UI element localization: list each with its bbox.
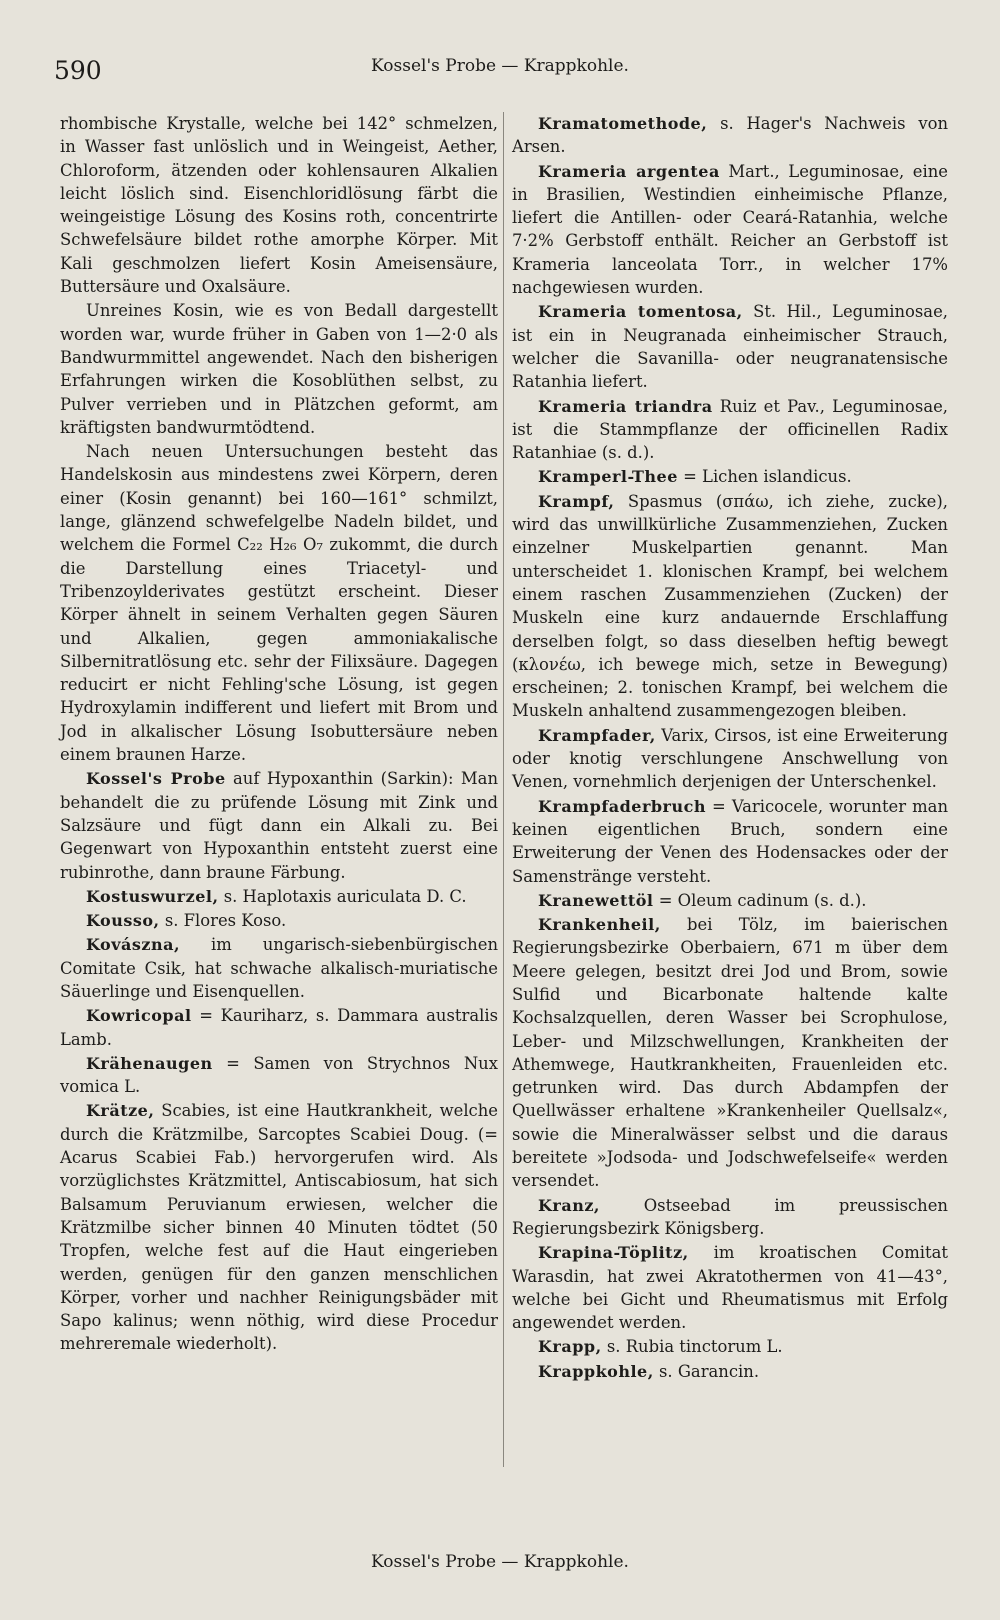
entry-text: Unreines Kosin, wie es von Bedall dargestellt worden war, wurde früher in Gaben von 1—2·0 als Bandwurmmittel angewendet. Nach den bisherigen Erfahrungen wirken die Kosoblüthen selbst, zu Pulver verrieben und in Plätzchen geformt, am kräftigsten bandwurmtödtend. xyxy=(60,301,498,437)
right-column xyxy=(512,112,948,1384)
entry-headword: Kovászna, xyxy=(86,935,181,955)
entry-text: im kroatischen Comitat Warasdin, hat zwei Akratothermen von 41—43°, welche bei Gicht und Rheumatismus mit Erfolg angewendet werden. xyxy=(512,1243,948,1333)
dictionary-entry xyxy=(60,1099,498,1355)
entry-text: bei Tölz, im baierischen Regierungsbezirke Oberbaiern, 671 m über dem Meere gelegen, besitzt drei Jod und Brom, sowie Sulfid und Bicarbonate haltende kalte Kochsalzquellen, deren Wasser bei Scrophulose, Leber- und Milzschwellungen, Krankheiten der Athemwege, Hautkrankheiten, Frauenleiden etc. getrunken wird. Das durch Abdampfen der Quellwässer erhaltene »Krankenheiler Quellsalz«, sowie die Mineralwässer selbst und die daraus bereitete »Jodsoda- und Jodschwefelseife« werden versendet. xyxy=(512,915,948,1191)
entry-headword: Krapina-Töplitz, xyxy=(538,1243,689,1263)
dictionary-entry xyxy=(60,440,498,766)
dictionary-entry xyxy=(512,1241,948,1334)
entry-text: s. Garancin. xyxy=(653,1361,760,1381)
entry-headword: Kramatomethode, xyxy=(538,114,708,133)
dictionary-entry xyxy=(512,724,948,794)
entry-text: = Varicocele, worunter man keinen eigentlichen Bruch, sondern eine Erweiterung der Venen des Hodensackes oder der Samenstränge versteht. xyxy=(512,796,948,886)
entry-headword: Kramperl-Thee xyxy=(538,467,678,487)
entry-headword: Krampfaderbruch xyxy=(538,796,706,816)
column-divider xyxy=(503,112,504,1467)
entry-text: rhombische Krystalle, welche bei 142° schmelzen, in Wasser fast unlöslich und in Weingeist, Aether, Chloroform, ätzenden oder kohlensauren Alkalien leicht löslich sind. Eisenchloridlösung färbt die weingeistige Lösung des Kosins roth, concentrirte Schwefelsäure bildet rothe amorphe Körper. Mit Kali geschmolzen liefert Kosin Ameisensäure, Buttersäure und Oxalsäure. xyxy=(60,114,498,297)
entry-text: = Kauriharz, s. Dammara australis Lamb. xyxy=(60,1006,498,1049)
entry-text: s. Flores Koso. xyxy=(159,911,287,931)
entry-headword: Kranz, xyxy=(538,1195,600,1215)
dictionary-entry xyxy=(512,160,948,300)
entry-headword: Kossel's Probe xyxy=(86,769,226,789)
dictionary-entry xyxy=(512,395,948,465)
entry-headword: Kostuswurzel, xyxy=(86,886,219,906)
entry-headword: Krapp, xyxy=(538,1337,602,1357)
footer-title: Kossel's Probe — Krappkohle. xyxy=(371,1552,629,1572)
dictionary-entry xyxy=(512,913,948,1193)
dictionary-entry xyxy=(512,300,948,393)
dictionary-entry xyxy=(60,1052,498,1099)
entry-text: s. Rubia tinctorum L. xyxy=(601,1337,783,1357)
dictionary-entry xyxy=(512,1335,948,1358)
entry-text: Ostseebad im preussischen Regierungsbezirk Königsberg. xyxy=(512,1195,948,1238)
dictionary-entry xyxy=(60,885,498,908)
entry-headword: Kowricopal xyxy=(86,1006,192,1026)
running-title: Kossel's Probe — Krappkohle. xyxy=(371,56,629,76)
entry-text: Spasmus (σπάω, ich ziehe, zucke), wird das unwillkürliche Zusammenziehen, Zucken einzelner Muskelpartien genannt. Man unterscheidet 1. klonischen Krampf, bei welchem einem raschen Zusammenziehen (Zucken) der Muskeln eine kurz andauernde Erschlaffung derselben folgt, so dass dieselben heftig bewegt (κλονέω, ich bewege mich, setze in Bewegung) erscheinen; 2. tonischen Krampf, bei welchem die Muskeln anhaltend zusammengezogen bleiben. xyxy=(512,491,948,721)
entry-headword: Krampfader, xyxy=(538,725,656,745)
entry-headword: Krätze, xyxy=(86,1101,155,1121)
page-number: 590 xyxy=(54,56,102,85)
entry-text: Ruiz et Pav., Leguminosae, ist die Stammpflanze der officinellen Radix Ratanhiae (s. d.). xyxy=(512,396,949,463)
dictionary-entry xyxy=(512,1194,948,1241)
entry-text: s. Haplotaxis auriculata D. C. xyxy=(218,886,467,906)
entry-text: = Oleum cadinum (s. d.). xyxy=(653,890,867,910)
entry-headword: Krameria triandra xyxy=(538,396,713,416)
entry-headword: Kranewettöl xyxy=(538,890,654,910)
entry-text: Varix, Cirsos, ist eine Erweiterung oder knotig verschlungene Anschwellung von Venen, vornehmlich derjenigen der Unterschenkel. xyxy=(512,725,948,792)
entry-headword: Krankenheil, xyxy=(538,915,661,935)
entry-headword: Krameria argentea xyxy=(538,161,720,181)
dictionary-entry xyxy=(60,112,498,298)
entry-headword: Krappkohle, xyxy=(538,1361,654,1381)
dictionary-entry xyxy=(60,299,498,439)
left-column xyxy=(60,112,498,1357)
entry-text: = Samen von Strychnos Nux vomica L. xyxy=(60,1053,498,1097)
dictionary-entry xyxy=(512,795,948,888)
dictionary-entry xyxy=(60,933,498,1003)
dictionary-entry xyxy=(512,1360,948,1383)
entry-text: = Lichen islandicus. xyxy=(677,467,852,487)
entry-text: auf Hypoxanthin (Sarkin): Man behandelt die zu prüfende Lösung mit Zink und Salzsäure und fügt dann ein Alkali zu. Bei Gegenwart von Hypoxanthin entsteht zuerst eine rubinrothe, dann braune Färbung. xyxy=(60,769,498,882)
dictionary-entry xyxy=(60,1004,498,1051)
entry-headword: Kousso, xyxy=(86,911,160,931)
entry-headword: Krameria tomentosa, xyxy=(538,302,743,322)
dictionary-entry xyxy=(60,909,498,932)
dictionary-entry xyxy=(60,767,498,883)
dictionary-entry xyxy=(512,490,948,723)
entry-text: Mart., Leguminosae, eine in Brasilien, Westindien einheimische Pflanze, liefert die Antillen- oder Ceará-Ratanhia, welche 7·2% Gerbstoff enthält. Reicher an Gerbstoff ist Krameria lanceolata Torr., in welcher 17% nachgewiesen wurden. xyxy=(512,161,948,298)
entry-text: Nach neuen Untersuchungen besteht das Handelskosin aus mindestens zwei Körpern, deren einer (Kosin genannt) bei 160—161° schmilzt, lange, glänzend schwefelgelbe Nadeln bildet, und welchem die Formel C₂₂ H₂₆ O₇ zukommt, die durch die Darstellung eines Triacetyl- und Tribenzoylderivates gestützt erscheint. Dieser Körper ähnelt in seinem Verhalten gegen Säuren und Alkalien, gegen ammoniakalische Silbernitratlösung etc. sehr der Filixsäure. Dagegen reducirt er nicht Fehling'sche Lösung, ist gegen Hydroxylamin indifferent und liefert mit Brom und Jod in alkalischer Lösung Isobuttersäure neben einem braunen Harze. xyxy=(60,442,498,765)
entry-headword: Krampf, xyxy=(538,491,615,511)
entry-text: s. Hager's Nachweis von Arsen. xyxy=(512,114,948,157)
entry-text: St. Hil., Leguminosae, ist ein in Neugranada einheimischer Strauch, welcher die Savanilla- oder neugranatensische Ratanhia liefert. xyxy=(512,302,948,392)
dictionary-entry xyxy=(512,889,948,912)
dictionary-entry xyxy=(512,465,948,488)
entry-text: im ungarisch-siebenbürgischen Comitate Csik, hat schwache alkalisch-muriatische Säuerlinge und Eisenquellen. xyxy=(60,935,498,1001)
dictionary-entry xyxy=(512,112,948,159)
entry-text: Scabies, ist eine Hautkrankheit, welche durch die Krätzmilbe, Sarcoptes Scabiei Doug. (= Acarus Scabiei Fab.) hervorgerufen wird. Als vorzüglichstes Krätzmittel, Antiscabiosum, hat sich Balsamum Peruvianum erwiesen, welcher die Krätzmilbe sicher binnen 40 Minuten tödtet (50 Tropfen, welche fest auf die Haut eingerieben werden, genügen für den ganzen menschlichen Körper, vorher und nachher Reinigungsbäder mit Sapo kalinus; wenn nöthig, wird diese Procedur mehreremale wiederholt). xyxy=(60,1101,498,1354)
entry-headword: Krähenaugen xyxy=(86,1053,213,1073)
